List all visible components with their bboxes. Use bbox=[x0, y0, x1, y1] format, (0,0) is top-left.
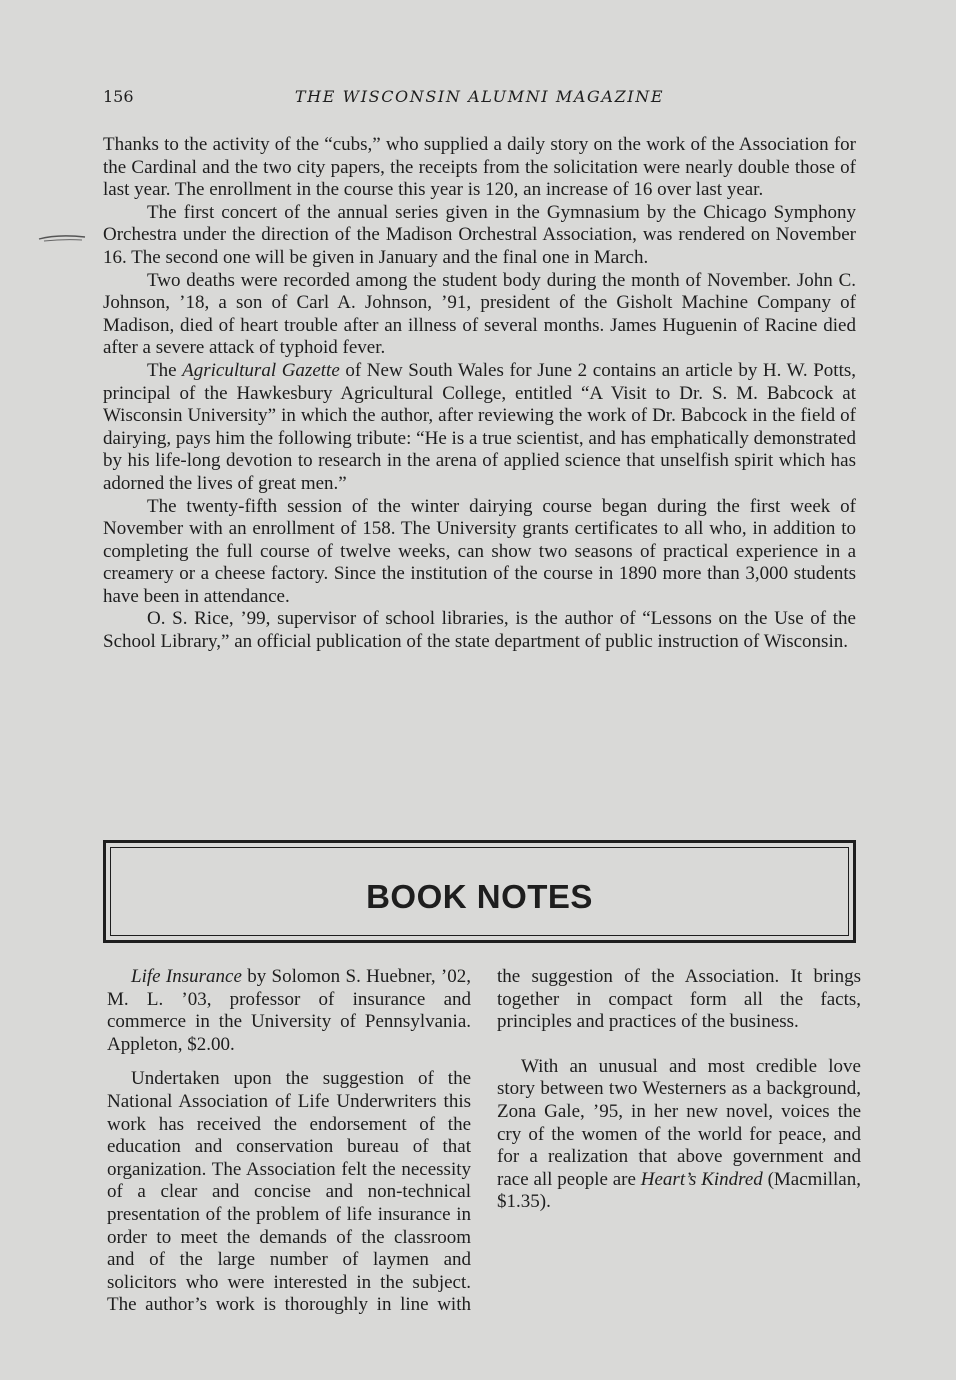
book-notes-heading: BOOK NOTES bbox=[366, 878, 593, 915]
book-notes-banner bbox=[103, 840, 856, 943]
life-insurance-citation bbox=[107, 966, 471, 1056]
news-column bbox=[103, 134, 856, 654]
life-insurance-review: Undertaken upon the suggestion of the National Association of Life Underwriters this work has received the endorsement of the education and conservation bureau of that organization. The Association felt the necessity of a clear and concise and non-technical presentation of the problem of life insurance in order to meet the demands of the classroom and of the large number of laymen and solicitors who were interested in the subject. The author’s work is thoroughly in line with bbox=[107, 1068, 471, 1316]
book-notes-left-column bbox=[107, 966, 471, 1317]
agricultural-gazette-title: Agricultural Gazette bbox=[182, 359, 340, 381]
zona-gale-review bbox=[497, 1056, 861, 1214]
page-number: 156 bbox=[103, 87, 134, 106]
news-paragraph-cubs: Thanks to the activity of the “cubs,” who supplied a daily story on the work of the Association for the Cardinal and the two city papers, the receipts from the solicitation were nearly double those of last year. The enrollment in the course this year is 120, an increase of 16 over last year. bbox=[103, 134, 856, 201]
zona-gale-citation: (Macmillan, $1.35). bbox=[497, 1168, 861, 1213]
news-paragraph-babcock bbox=[103, 360, 856, 496]
babcock-text-after: of New South Wales for June 2 contains an article by H. W. Potts, principal of the Hawkesbury Agricultural College, entitled “A Visit to Dr. S. M. Babcock at Wisconsin University” in which the author, after reviewing the work of Dr. Babcock in the field of dairying, pays him the following tribute: “He is a true scientist, and has emphatically demonstrated by his life-long devotion to research in the arena of applied science that unselfish spirit which has adorned the lives of great men.” bbox=[103, 359, 856, 494]
book-notes-right-column bbox=[497, 966, 861, 1214]
hearts-kindred-title: Heart’s Kindred bbox=[640, 1168, 763, 1190]
column-spacer bbox=[497, 1034, 861, 1056]
running-head bbox=[103, 84, 856, 110]
news-paragraph-deaths: Two deaths were recorded among the student body during the month of November. John C. Johnson, ’18, a son of Carl A. Johnson, ’91, president of the Gisholt Machine Company of Madison, died of heart trouble after an illness of several months. James Huguenin of Racine died after a severe attack of typhoid fever. bbox=[103, 269, 856, 359]
life-insurance-title: Life Insurance bbox=[131, 966, 242, 987]
book-notes-inner-frame bbox=[110, 847, 849, 936]
zona-gale-review-text: With an unusual and most credible love story between two Westerners as a background, Zona Gale, ’95, in her new novel, voices the cry of the women of the world for peace, and for a realization that above government and race all people are bbox=[497, 1055, 861, 1190]
news-paragraph-concert: The first concert of the annual series given in the Gymnasium by the Chicago Symphony Orchestra under the direction of the Madison Orchestral Association, was rendered on November 16. The second one will be given in January and the final one in March. bbox=[103, 201, 856, 268]
news-paragraph-dairying: The twenty-fifth session of the winter dairying course began during the first week of November with an enrollment of 158. The University grants certificates to all who, in addition to completing the full course of twelve weeks, can show two seasons of practical experience in a creamery or a cheese factory. Since the institution of the course in 1890 more than 3,000 students have been in attendance. bbox=[103, 495, 856, 607]
news-paragraph-rice: O. S. Rice, ’99, supervisor of school libraries, is the author of “Lessons on the Use of the School Library,” an official publication of the state department of public instruction of Wisconsin. bbox=[103, 608, 856, 653]
life-insurance-review-continued: the suggestion of the Association. It brings together in compact form all the facts, principles and practices of the business. bbox=[497, 966, 861, 1033]
babcock-text-before: The bbox=[147, 359, 183, 381]
life-insurance-citation-text: by Solomon S. Huebner, ’02, M. L. ’03, professor of insurance and commerce in the University of Pennsylvania. Appleton, $2.00. bbox=[107, 966, 471, 1055]
margin-pencil-mark-icon bbox=[38, 233, 86, 243]
magazine-title: THE WISCONSIN ALUMNI MAGAZINE bbox=[294, 87, 665, 106]
